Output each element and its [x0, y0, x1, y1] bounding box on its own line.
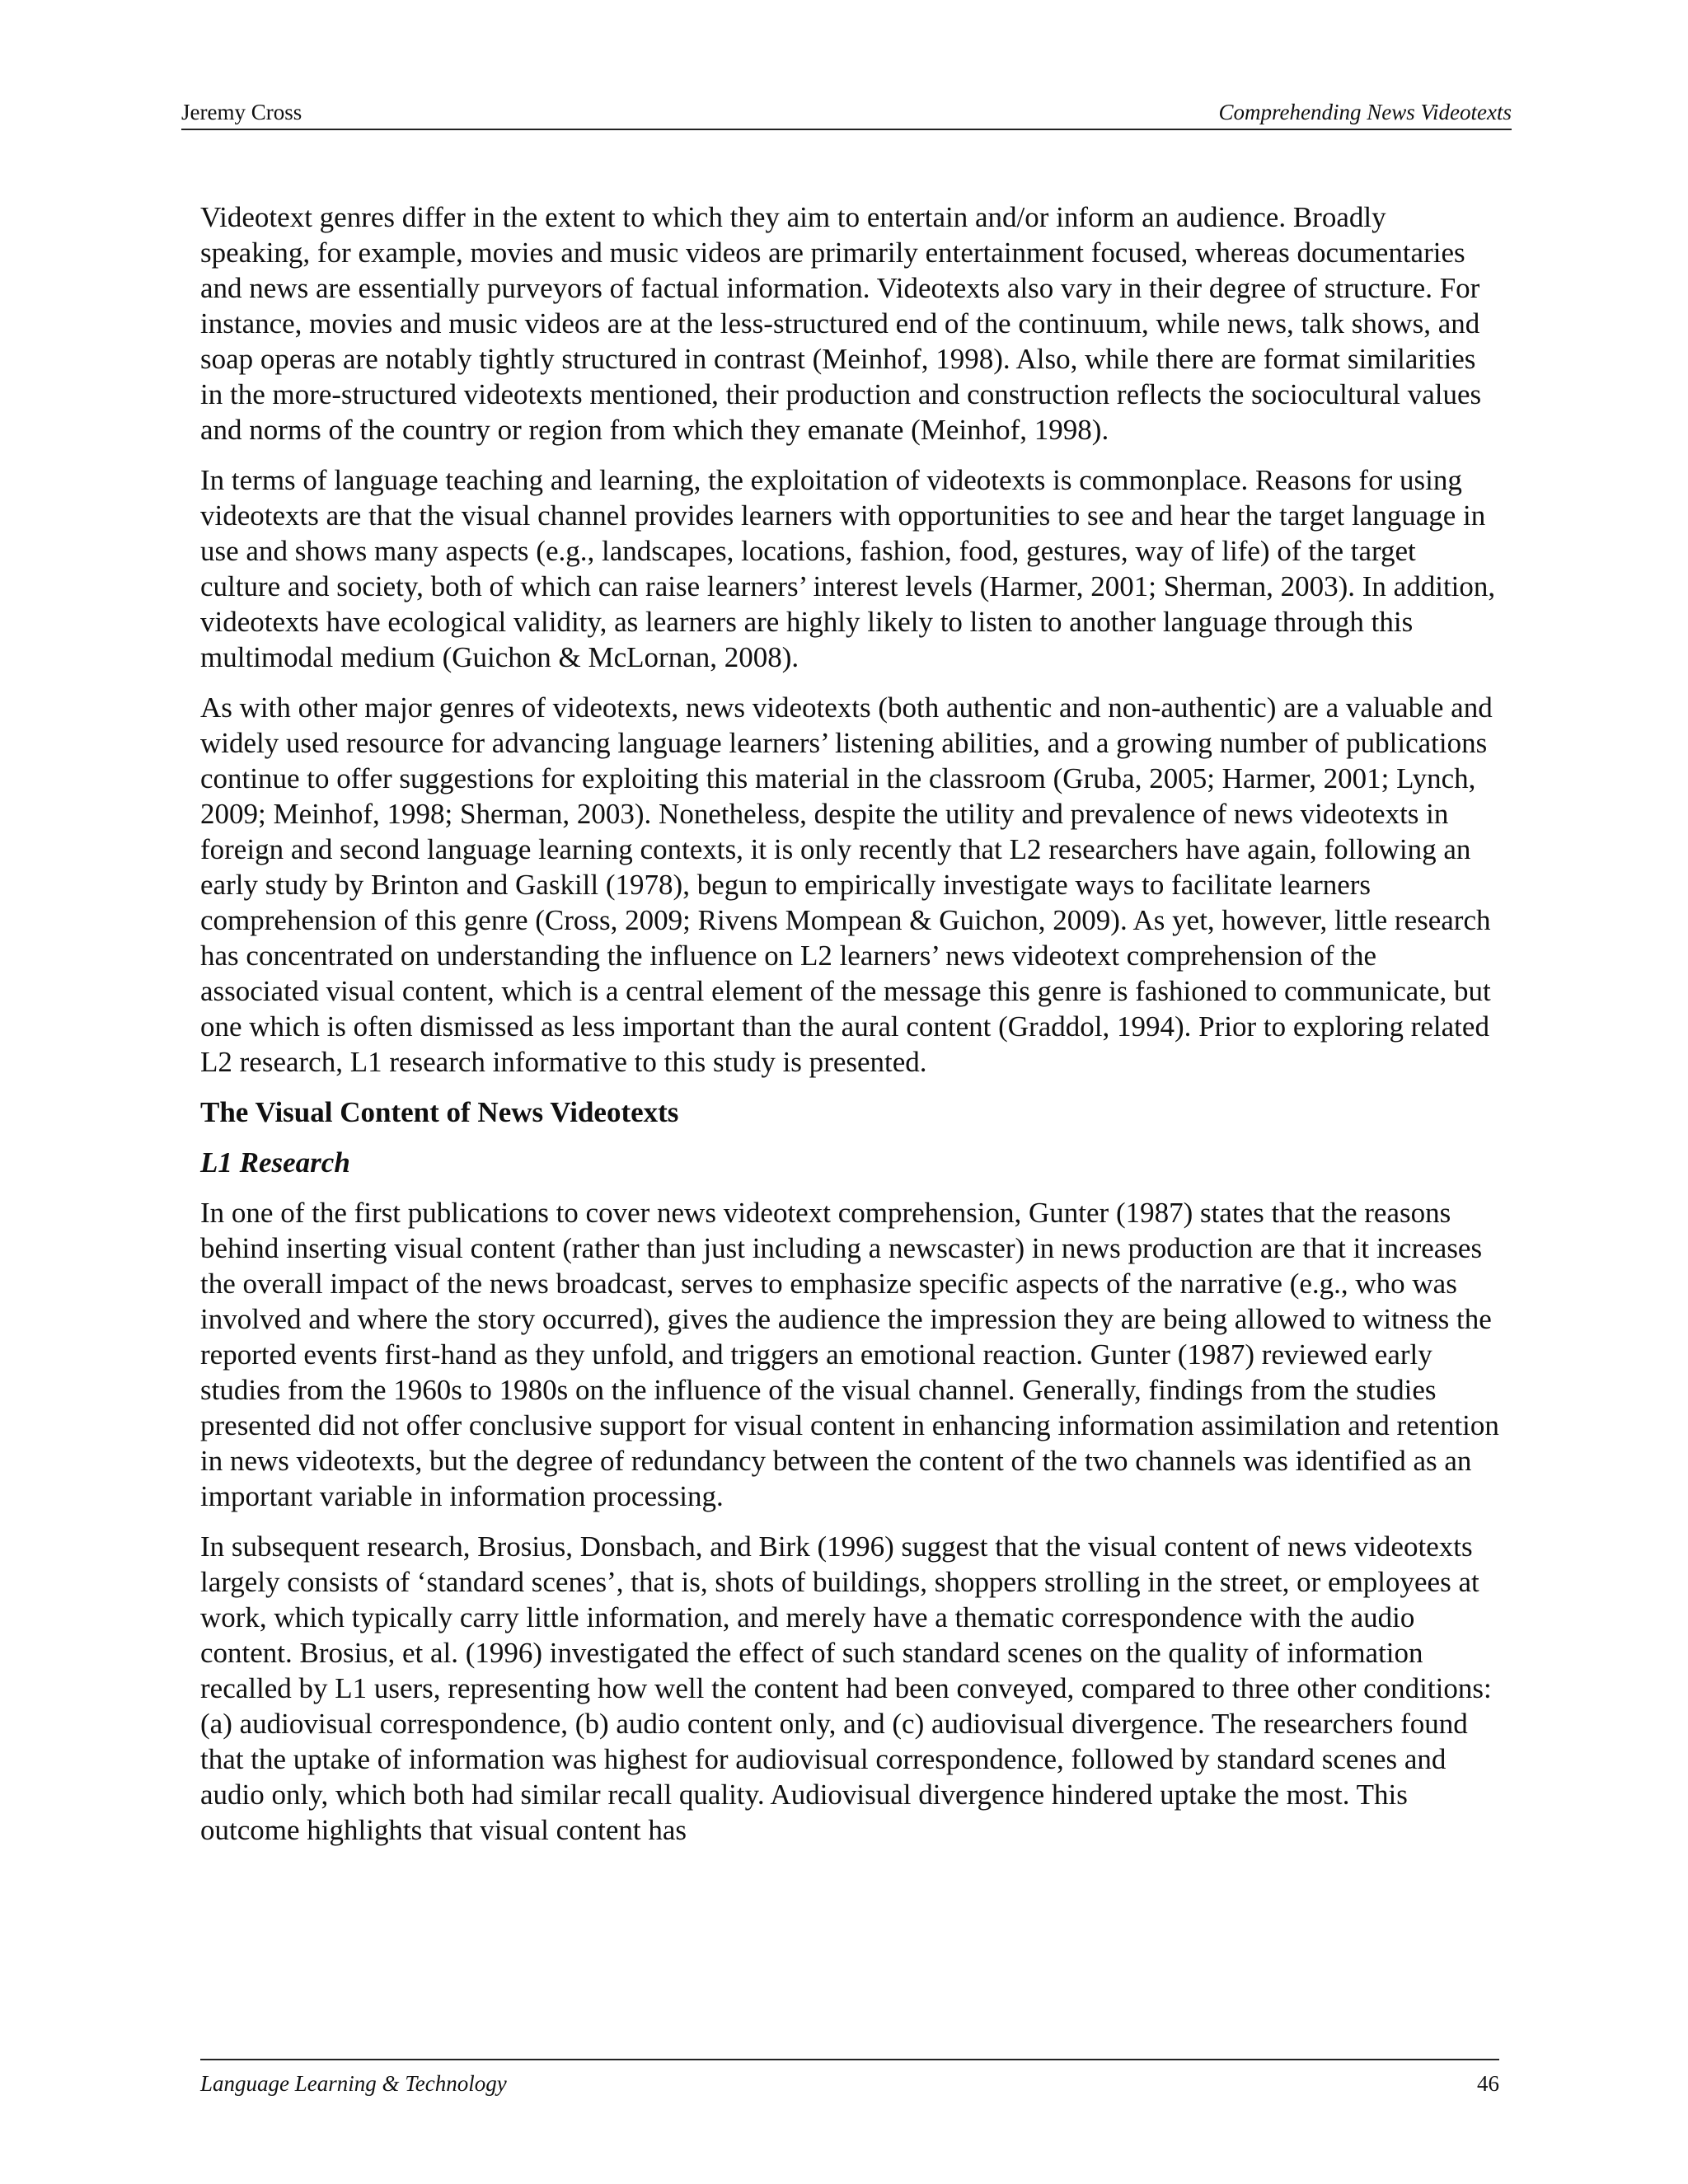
body-paragraph: As with other major genres of videotexts, news videotexts (both authentic and non-authentic) are a valuable and widely used resource for advancing language learners’ listening abilities, and a growing number of publications continue to offer suggestions for exploiting this material in the classroom (Gruba, 2005; Harmer, 2001; Lynch, 2009; Meinhof, 1998; Sherman, 2003). Nonetheless, despite the utility and prevalence of news videotexts in foreign and second language learning contexts, it is only recently that L2 researchers have again, following an early study by Brinton and Gaskill (1978), begun to empirically investigate ways to facilitate learners comprehension of this genre (Cross, 2009; Rivens Mompean & Guichon, 2009). As yet, however, little research has concentrated on understanding the influence on L2 learners’ news videotext comprehension of the associated visual content, which is a central element of the message this genre is fashioned to communicate, but one which is often dismissed as less important than the aural content (Graddol, 1994). Prior to exploring related L2 research, L1 research informative to this study is presented.: [200, 691, 1493, 1078]
footer-journal-name: Language Learning & Technology: [200, 2071, 507, 2096]
body-paragraph: In subsequent research, Brosius, Donsbach, and Birk (1996) suggest that the visual content of news videotexts largely consists of ‘standard scenes’, that is, shots of buildings, shoppers strolling in the street, or employees at work, which typically carry little information, and merely have a thematic correspondence with the audio content. Brosius, et al. (1996) investigated the effect of such standard scenes on the quality of information recalled by L1 users, representing how well the content had been conveyed, compared to three other conditions: (a) audiovisual correspondence, (b) audio content only, and (c) audiovisual divergence. The researchers found that the uptake of information was highest for audiovisual correspondence, followed by standard scenes and audio only, which both had similar recall quality. Audiovisual divergence hindered uptake the most. This outcome highlights that visual content has: [200, 1530, 1492, 1846]
body-paragraph: In one of the first publications to cover news videotext comprehension, Gunter (1987) states that the reasons behind inserting visual content (rather than just including a newscaster) in news production are that it increases the overall impact of the news broadcast, serves to emphasize specific aspects of the narrative (e.g., who was involved and where the story occurred), gives the audience the impression they are being allowed to witness the reported events first-hand as they unfold, and triggers an emotional reaction. Gunter (1987) reviewed early studies from the 1960s to 1980s on the influence of the visual channel. Generally, findings from the studies presented did not offer conclusive support for visual content in enhancing information assimilation and retention in news videotexts, but the degree of redundancy between the content of the two channels was identified as an important variable in information processing.: [200, 1197, 1499, 1512]
subsection-heading: L1 Research: [200, 1146, 350, 1179]
body-paragraph: In terms of language teaching and learning, the exploitation of videotexts is commonplace. Reasons for using videotexts are that the visual channel provides learners with opportunities to see and hear the target language in use and shows many aspects (e.g., landscapes, locations, fashion, food, gestures, way of life) of the target culture and society, both of which can raise learners’ interest levels (Harmer, 2001; Sherman, 2003). In addition, videotexts have ecological validity, as learners are highly likely to listen to another language through this multimodal medium (Guichon & McLornan, 2008).: [200, 464, 1496, 673]
header-author: Jeremy Cross: [181, 100, 302, 124]
article-body: [200, 199, 1499, 1863]
running-footer: [200, 2059, 1499, 2098]
page-number: 46: [1477, 2071, 1499, 2096]
running-header: [181, 96, 1512, 130]
header-short-title: Comprehending News Videotexts: [1218, 100, 1512, 124]
section-heading: The Visual Content of News Videotexts: [200, 1096, 679, 1128]
body-paragraph: Videotext genres differ in the extent to which they aim to entertain and/or inform an audience. Broadly speaking, for example, movies and music videos are primarily entertainment focused, whereas documentaries and news are essentially purveyors of factual information. Videotexts also vary in their degree of structure. For instance, movies and music videos are at the less-structured end of the continuum, while news, talk shows, and soap operas are notably tightly structured in contrast (Meinhof, 1998). Also, while there are format similarities in the more-structured videotexts mentioned, their production and construction reflects the sociocultural values and norms of the country or region from which they emanate (Meinhof, 1998).: [200, 201, 1482, 446]
